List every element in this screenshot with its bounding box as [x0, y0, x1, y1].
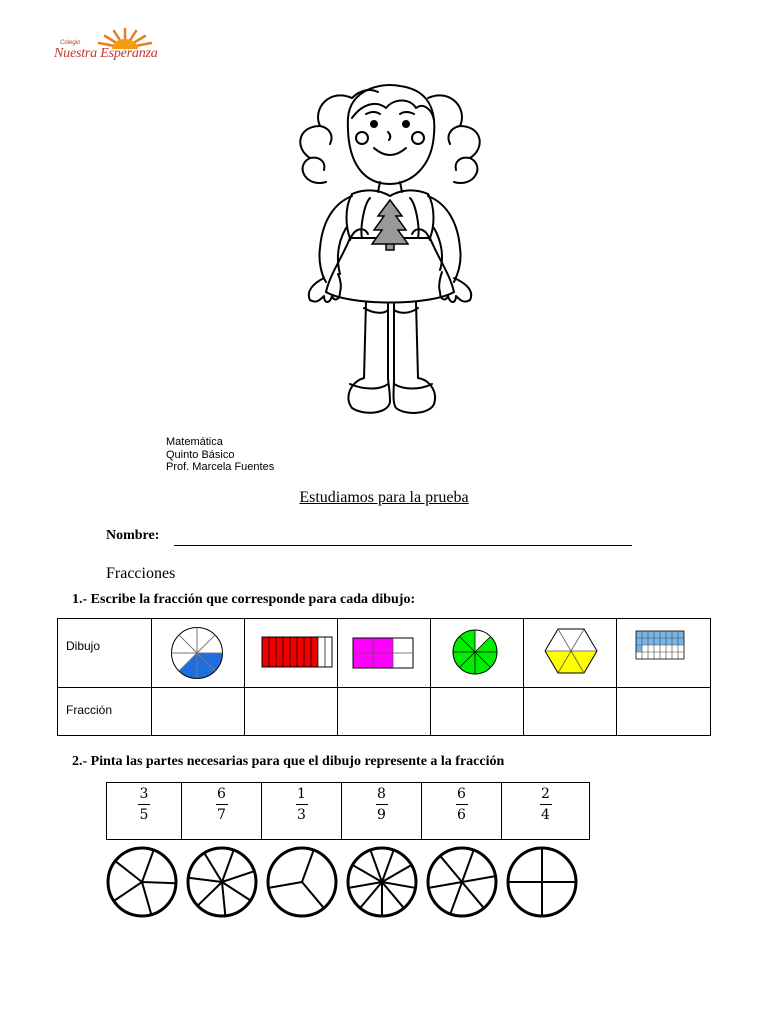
- fraction: [182, 785, 261, 824]
- numerator: 1: [297, 786, 306, 802]
- paint-circle[interactable]: [268, 848, 336, 916]
- pie-icon: [152, 619, 245, 687]
- paint-circle[interactable]: [108, 848, 176, 916]
- paint-circle[interactable]: [348, 848, 416, 916]
- logo-small-text: Colegio: [60, 40, 81, 46]
- paint-circle[interactable]: [508, 848, 576, 916]
- row-label-dibujo: Dibujo: [66, 639, 101, 653]
- school-logo: [50, 26, 170, 72]
- answer-cell[interactable]: [151, 687, 244, 735]
- answer-cell[interactable]: [523, 687, 616, 735]
- course-info: [166, 436, 274, 474]
- section-heading: Fracciones: [106, 565, 176, 582]
- numerator: 6: [457, 786, 466, 802]
- grade: Quinto Básico: [166, 448, 235, 461]
- question-2: 2.- Pinta las partes necesarias para que el dibujo represente a la fracción: [72, 754, 505, 769]
- fraction-cell: [341, 783, 421, 839]
- table-row-dibujo: [58, 619, 710, 688]
- logo-main-text: Nuestra Esperanza: [54, 46, 158, 61]
- tree-icon: [372, 200, 408, 250]
- fraction-cell: [421, 783, 501, 839]
- paint-circle[interactable]: [428, 848, 496, 916]
- denominator: 3: [297, 807, 306, 823]
- numerator: 6: [217, 786, 226, 802]
- drawing-cell: [337, 619, 430, 687]
- paint-circle[interactable]: [188, 848, 256, 916]
- teacher: Prof. Marcela Fuentes: [166, 461, 275, 473]
- row-label-fraccion: Fracción: [66, 703, 113, 717]
- bar-icon: [245, 619, 338, 687]
- denominator: 6: [457, 807, 466, 823]
- denominator: 9: [377, 807, 386, 823]
- denominator: 5: [139, 807, 149, 823]
- denominator: 4: [541, 807, 550, 823]
- fraction: [262, 785, 341, 824]
- pie-icon: [431, 619, 524, 687]
- drawing-cell: [523, 619, 616, 687]
- answer-cell[interactable]: [244, 687, 337, 735]
- numerator: 8: [377, 786, 386, 802]
- fraction: [502, 785, 589, 824]
- page-title: Estudiamos para la prueba: [299, 489, 469, 506]
- fraction: [422, 785, 501, 824]
- question-1: 1.- Escribe la fracción que corresponde para cada dibujo:: [72, 592, 416, 607]
- hexagon-icon: [524, 619, 617, 687]
- subject: Matemática: [166, 436, 223, 448]
- answer-cell[interactable]: [616, 687, 710, 735]
- fraction-cell: [501, 783, 589, 839]
- grid-icon: [617, 619, 711, 687]
- answer-cell[interactable]: [337, 687, 430, 735]
- drawing-cell: [616, 619, 710, 687]
- denominator: 7: [217, 807, 226, 823]
- fraction: [342, 785, 421, 824]
- nombre-label: Nombre:: [106, 528, 160, 543]
- fraction-cell: [107, 783, 181, 839]
- fraction-table: [106, 782, 590, 840]
- numerator: 3: [139, 786, 149, 802]
- circles-to-paint: [100, 844, 590, 920]
- numerator: 2: [541, 786, 550, 802]
- drawing-cell: [244, 619, 337, 687]
- fraction: [107, 785, 181, 824]
- drawing-cell: [151, 619, 244, 687]
- fraction-cell: [261, 783, 341, 839]
- drawing-cell: [430, 619, 523, 687]
- fraction-drawing-table: [57, 618, 711, 736]
- fraction-cell: [181, 783, 261, 839]
- bar-icon: [338, 619, 431, 687]
- nombre-input-line[interactable]: [174, 545, 632, 546]
- girl-illustration: [290, 78, 490, 440]
- table-row-fraccion: [58, 687, 710, 735]
- answer-cell[interactable]: [430, 687, 523, 735]
